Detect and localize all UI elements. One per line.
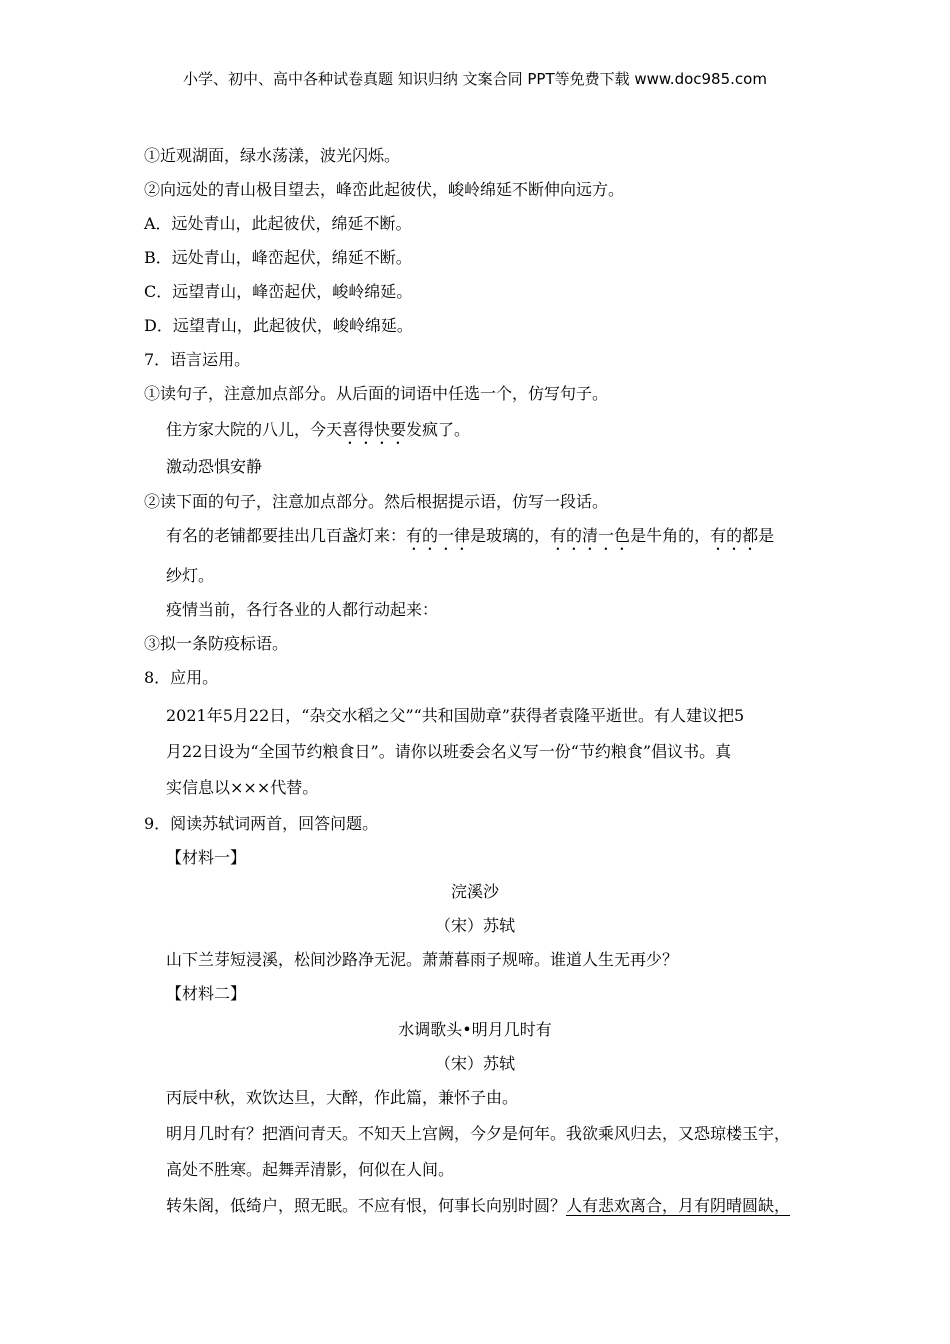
q7-s2-dotted-1: 有的一律 [406,526,471,545]
q7-example-sentence-2 [166,526,774,554]
q9-material-1-label: 【材料一】 [166,848,247,867]
q9-poem-1-author: （宋）苏轼 [434,916,515,935]
q7-s1-part-c: 发疯了。 [406,420,471,439]
q7-prompt-2: ②读下面的句子，注意加点部分。然后根据提示语，仿写一段话。 [144,492,609,511]
q9-poem-1-text: 山下兰芽短浸溪，松间沙路净无泥。萧萧暮雨子规啼。谁道人生无再少？ [166,950,679,969]
q7-s2-dotted-3: 有的都 [710,526,759,545]
q8-line-1: 2021年5月22日，“杂交水稻之父”“共和国勋章”获得者袁隆平逝世。有人建议把5 [166,706,745,725]
q7-example-sentence-2-end: 纱灯。 [166,566,215,585]
q8-line-3: 实信息以×××代替。 [166,778,319,797]
q9-poem-2-preface: 丙辰中秋，欢饮达旦，大醉，作此篇，兼怀子由。 [166,1088,519,1107]
q9-title: 9．阅读苏轼词两首，回答问题。 [144,814,379,833]
q7-title: 7．语言运用。 [144,350,251,369]
q9-poem-1-title: 浣溪沙 [450,882,499,901]
q6-sentence-1: ①近观湖面，绿水荡漾，波光闪烁。 [144,146,401,165]
q7-s1-part-a: 住方家大院的八儿，今天 [166,420,343,439]
q7-s2-dotted-2: 有的清一色 [550,526,631,545]
q8-line-2: 月22日设为“全国节约粮食日”。请你以班委会名义写一份“节约粮食”倡议书。真 [166,742,732,761]
q8-title: 8．应用。 [144,668,219,687]
q7-s2-part-c: 是玻璃的， [470,526,551,545]
q7-prompt-3: ③拟一条防疫标语。 [144,634,289,653]
q6-option-a: A．远处青山，此起彼伏，绵延不断。 [144,214,412,233]
q7-example-sentence-1 [166,420,470,448]
q7-s2-part-e: 是牛角的， [630,526,711,545]
q9-material-2-label: 【材料二】 [166,984,247,1003]
q6-option-d: D．远望青山，此起彼伏，峻岭绵延。 [144,316,413,335]
q9-l3-underlined: 人有悲欢离合，月有阴晴圆缺， [566,1196,791,1215]
q6-option-c: C．远望青山，峰峦起伏，峻岭绵延。 [144,282,413,301]
q9-poem-2-line-2: 高处不胜寒。起舞弄清影，何似在人间。 [166,1160,455,1179]
q9-poem-2-author: （宋）苏轼 [434,1054,515,1073]
q9-l3-part-a: 转朱阁，低绮户，照无眠。不应有恨，何事长向别时圆？ [166,1196,567,1215]
q7-s1-dotted: 喜得快要 [342,420,407,439]
q7-prompt-1: ①读句子，注意加点部分。从后面的词语中任选一个，仿写句子。 [144,384,609,403]
q7-imitation-hint: 疫情当前，各行各业的人都行动起来： [166,600,439,619]
q6-option-b: B．远处青山，峰峦起伏，绵延不断。 [144,248,412,267]
q7-s2-part-g: 是 [758,526,775,545]
q9-poem-2-title: 水调歌头•明月几时有 [398,1020,552,1039]
q9-poem-2-line-1: 明月几时有？把酒问青天。不知天上宫阙，今夕是何年。我欲乘风归去，又恐琼楼玉宇， [166,1124,791,1143]
q7-s2-part-a: 有名的老铺都要挂出几百盏灯来： [166,526,407,545]
q6-sentence-2: ②向远处的青山极目望去，峰峦此起彼伏，峻岭绵延不断伸向远方。 [144,180,625,199]
q9-poem-2-line-3 [166,1196,790,1216]
page-header-banner: 小学、初中、高中各种试卷真题 知识归纳 文案合同 PPT等免费下载 www.doc985.com [183,70,767,88]
q7-word-choices: 激动恐惧安静 [166,457,263,476]
